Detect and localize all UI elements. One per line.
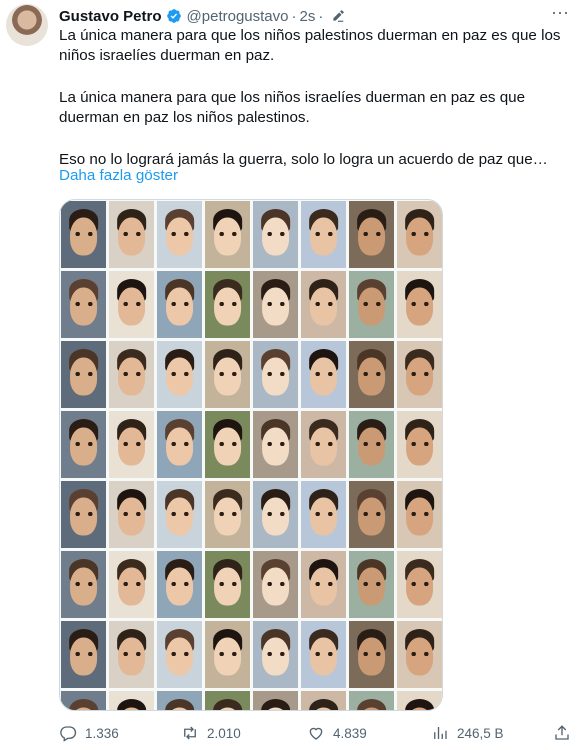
child-photo xyxy=(61,691,106,711)
views-button[interactable] xyxy=(431,724,504,742)
child-photo xyxy=(61,551,106,618)
child-photo xyxy=(301,551,346,618)
child-photo xyxy=(61,201,106,268)
author-avatar[interactable] xyxy=(6,4,48,46)
child-photo xyxy=(61,411,106,478)
child-photo xyxy=(349,341,394,408)
tweet-actions xyxy=(59,722,573,744)
child-photo xyxy=(157,481,202,548)
child-photo xyxy=(205,481,250,548)
child-photo xyxy=(109,201,154,268)
children-photo-collage xyxy=(60,200,443,711)
child-photo xyxy=(157,691,202,711)
child-photo xyxy=(301,271,346,338)
child-photo xyxy=(253,621,298,688)
child-photo xyxy=(253,271,298,338)
child-photo xyxy=(109,341,154,408)
author-name[interactable]: Gustavo Petro xyxy=(59,7,162,25)
child-photo xyxy=(205,341,250,408)
child-photo xyxy=(61,271,106,338)
child-photo xyxy=(301,691,346,711)
child-photo xyxy=(205,621,250,688)
child-photo xyxy=(253,691,298,711)
child-photo xyxy=(253,411,298,478)
child-photo xyxy=(397,341,442,408)
child-photo xyxy=(349,411,394,478)
child-photo xyxy=(301,341,346,408)
show-more-link[interactable]: Daha fazla göster xyxy=(59,167,179,184)
child-photo xyxy=(397,621,442,688)
child-photo xyxy=(109,481,154,548)
share-icon xyxy=(553,724,571,742)
reply-button[interactable] xyxy=(59,724,119,742)
child-photo xyxy=(205,691,250,711)
tweet-time[interactable]: 2s xyxy=(299,7,316,25)
child-photo xyxy=(109,621,154,688)
child-photo xyxy=(397,271,442,338)
retweet-icon xyxy=(181,724,199,742)
views-icon xyxy=(431,724,449,742)
tweet-paragraph-1: La única manera para que los niños palestinos duerman en paz es que los niños israelíes duerman en paz. xyxy=(59,27,561,64)
more-icon[interactable]: ··· xyxy=(551,2,569,22)
tweet-paragraph-2: La única manera para que los niños israelíes duerman en paz es que duerman en paz los niños palestinos. xyxy=(59,89,526,126)
like-count: 4.839 xyxy=(333,725,367,741)
tweet-text xyxy=(59,26,569,170)
retweet-button[interactable] xyxy=(181,724,241,742)
child-photo xyxy=(109,411,154,478)
tweet-paragraph-3: Eso no lo logrará jamás la guerra, solo lo logra un acuerdo de paz que… xyxy=(59,151,548,168)
child-photo xyxy=(205,411,250,478)
edit-icon[interactable] xyxy=(331,9,345,23)
tweet-header xyxy=(59,2,570,26)
child-photo xyxy=(109,691,154,711)
child-photo xyxy=(109,551,154,618)
like-icon xyxy=(307,724,325,742)
child-photo xyxy=(349,201,394,268)
child-photo xyxy=(109,271,154,338)
verified-badge-icon xyxy=(166,8,182,24)
reply-icon xyxy=(59,724,77,742)
child-photo xyxy=(253,551,298,618)
child-photo xyxy=(397,551,442,618)
tweet-image[interactable] xyxy=(59,199,443,711)
share-button[interactable] xyxy=(553,724,579,742)
child-photo xyxy=(157,551,202,618)
child-photo xyxy=(61,341,106,408)
child-photo xyxy=(157,271,202,338)
child-photo xyxy=(205,551,250,618)
views-count: 246,5 B xyxy=(457,725,504,741)
child-photo xyxy=(349,271,394,338)
child-photo xyxy=(397,201,442,268)
child-photo xyxy=(157,201,202,268)
child-photo xyxy=(253,201,298,268)
child-photo xyxy=(349,621,394,688)
child-photo xyxy=(397,481,442,548)
child-photo xyxy=(301,481,346,548)
child-photo xyxy=(301,411,346,478)
child-photo xyxy=(397,691,442,711)
separator-dot: · xyxy=(291,7,297,25)
child-photo xyxy=(349,481,394,548)
child-photo xyxy=(157,411,202,478)
child-photo xyxy=(301,201,346,268)
child-photo xyxy=(253,341,298,408)
retweet-count: 2.010 xyxy=(207,725,241,741)
reply-count: 1.336 xyxy=(85,725,119,741)
child-photo xyxy=(397,411,442,478)
child-photo xyxy=(157,341,202,408)
child-photo xyxy=(301,621,346,688)
author-handle[interactable]: @petrogustavo xyxy=(186,7,289,25)
child-photo xyxy=(349,551,394,618)
child-photo xyxy=(157,621,202,688)
child-photo xyxy=(61,621,106,688)
separator-dot-2: · xyxy=(318,7,324,25)
child-photo xyxy=(253,481,298,548)
child-photo xyxy=(205,201,250,268)
child-photo xyxy=(205,271,250,338)
like-button[interactable] xyxy=(307,724,367,742)
child-photo xyxy=(61,481,106,548)
child-photo xyxy=(349,691,394,711)
